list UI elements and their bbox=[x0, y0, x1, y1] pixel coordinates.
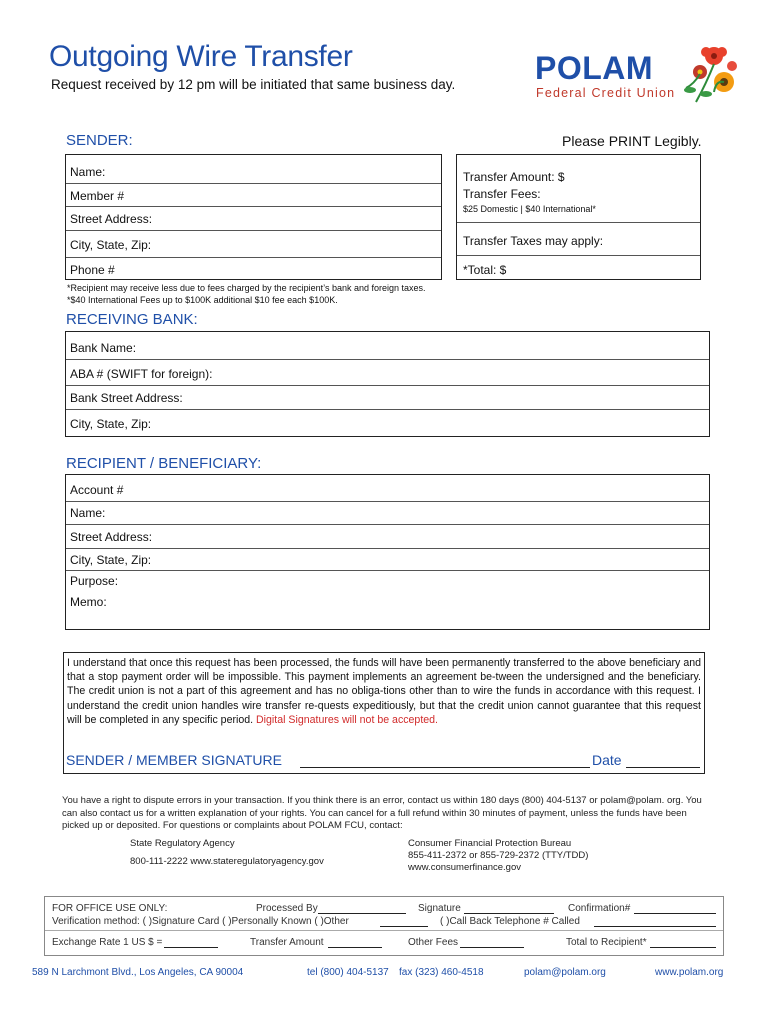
footer-tel[interactable]: tel (800) 404-5137 bbox=[307, 967, 389, 978]
aba-label: ABA # (SWIFT for foreign): bbox=[70, 367, 213, 381]
cfpb-phone: 855-411-2372 or 855-729-2372 (TTY/TDD) bbox=[408, 850, 589, 861]
office-transfer-amount-label: Transfer Amount bbox=[250, 937, 324, 948]
print-note: Please PRINT Legibly. bbox=[562, 133, 702, 149]
purpose-label: Purpose: bbox=[70, 574, 119, 588]
exchange-rate-line[interactable] bbox=[164, 947, 218, 948]
verification-method: Verification method: ( )Signature Card ( )Personally Known ( )Other bbox=[52, 916, 349, 927]
footer-email-link[interactable]: polam@polam.org bbox=[524, 967, 606, 978]
transfer-fees-label: Transfer Fees: bbox=[463, 187, 541, 201]
confirmation-line[interactable] bbox=[634, 913, 716, 914]
other-fees-label: Other Fees bbox=[408, 937, 459, 948]
memo-label: Memo: bbox=[70, 595, 107, 609]
office-transfer-amount-line[interactable] bbox=[328, 947, 382, 948]
dispute-disclosure: You have a right to dispute errors in your transaction. If you think there is an error, contact us within 180 days (800) 404-5137 or polam@polam. org. You can also contact us for a written explanation of your rights. You can cancel for a full refund within 30 minutes of payment, unless the funds have been picked up or deposited. For questions or complaints about POLAM FCU, contact: bbox=[62, 795, 702, 831]
cfpb-name: Consumer Financial Protection Bureau bbox=[408, 838, 572, 849]
receiving-bank-box bbox=[65, 331, 710, 437]
recipient-heading: RECIPIENT / BENEFICIARY: bbox=[66, 455, 262, 472]
exchange-rate-label: Exchange Rate 1 US $ = bbox=[52, 937, 163, 948]
total-label: *Total: $ bbox=[463, 263, 507, 277]
footer-address: 589 N Larchmont Blvd., Los Angeles, CA 90004 bbox=[32, 967, 244, 978]
recipient-name-label: Name: bbox=[70, 506, 106, 520]
date-label: Date bbox=[592, 752, 622, 768]
state-agency-name: State Regulatory Agency bbox=[130, 838, 235, 849]
total-recipient-line[interactable] bbox=[650, 947, 716, 948]
telephone-called-line[interactable] bbox=[594, 926, 716, 927]
fee-note-1: *Recipient may receive less due to fees charged by the recipient’s bank and foreign taxes. bbox=[67, 283, 426, 293]
confirmation-label: Confirmation# bbox=[568, 903, 631, 914]
recipient-city-label: City, State, Zip: bbox=[70, 553, 152, 567]
flowers-logo-icon bbox=[676, 44, 738, 104]
sender-name-label: Name: bbox=[70, 165, 106, 179]
account-label: Account # bbox=[70, 483, 124, 497]
signature-line[interactable] bbox=[300, 767, 590, 768]
sender-street-label: Street Address: bbox=[70, 212, 153, 226]
footer-web-link[interactable]: www.polam.org bbox=[655, 967, 724, 978]
processed-by-label: Processed By bbox=[256, 903, 318, 914]
sender-city-label: City, State, Zip: bbox=[70, 238, 152, 252]
signature-label: SENDER / MEMBER SIGNATURE bbox=[66, 752, 282, 768]
logo-subtitle: Federal Credit Union bbox=[536, 86, 676, 100]
page-title: Outgoing Wire Transfer bbox=[49, 40, 353, 73]
office-signature-label: Signature bbox=[418, 903, 461, 914]
fee-note-2: *$40 International Fees up to $100K additional $10 fee each $100K. bbox=[67, 295, 338, 305]
sender-phone-label: Phone # bbox=[70, 263, 115, 277]
transfer-taxes-label: Transfer Taxes may apply: bbox=[463, 234, 604, 248]
bank-name-label: Bank Name: bbox=[70, 341, 137, 355]
callback-label: ( )Call Back Telephone # Called bbox=[440, 916, 580, 927]
other-line[interactable] bbox=[380, 926, 428, 927]
other-fees-line[interactable] bbox=[460, 947, 524, 948]
footer-fax: fax (323) 460-4518 bbox=[399, 967, 484, 978]
processed-by-line[interactable] bbox=[318, 913, 406, 914]
office-use-label: FOR OFFICE USE ONLY: bbox=[52, 903, 168, 914]
cfpb-web: www.consumerfinance.gov bbox=[408, 862, 521, 873]
logo-name: POLAM bbox=[535, 50, 654, 86]
total-recipient-label: Total to Recipient* bbox=[566, 937, 647, 948]
fee-detail: $25 Domestic | $40 International* bbox=[463, 204, 596, 214]
state-agency-contact: 800-111-2222 www.stateregulatoryagency.gov bbox=[130, 856, 324, 867]
page-subtitle: Request received by 12 pm will be initiated that same business day. bbox=[51, 77, 456, 92]
sender-member-label: Member # bbox=[70, 189, 125, 203]
sender-heading: SENDER: bbox=[66, 132, 133, 149]
recipient-box bbox=[65, 474, 710, 630]
agreement-text: I understand that once this request has been processed, the funds will have been permanently transferred to the above beneficiary and that a stop payment order will be impossible. This payment implements an agreement be-tween the undersigned and the beneficiary. The credit union is not a part of this agreement and has no obliga-tions other than to wire the funds in accordance with this request. I understand the credit union handles wire transfer re-quests expeditiously, but that the credit union cannot guarantee that this request will be completed in any specific period. Digital Signatures will not be accepted. bbox=[67, 657, 701, 726]
date-line[interactable] bbox=[626, 767, 700, 768]
transfer-amount-label: Transfer Amount: $ bbox=[463, 170, 565, 184]
receiving-bank-heading: RECEIVING BANK: bbox=[66, 311, 198, 328]
digital-signature-note: Digital Signatures will not be accepted. bbox=[256, 713, 438, 726]
recipient-street-label: Street Address: bbox=[70, 530, 153, 544]
office-signature-line[interactable] bbox=[464, 913, 554, 914]
bank-street-label: Bank Street Address: bbox=[70, 391, 183, 405]
bank-city-label: City, State, Zip: bbox=[70, 417, 152, 431]
